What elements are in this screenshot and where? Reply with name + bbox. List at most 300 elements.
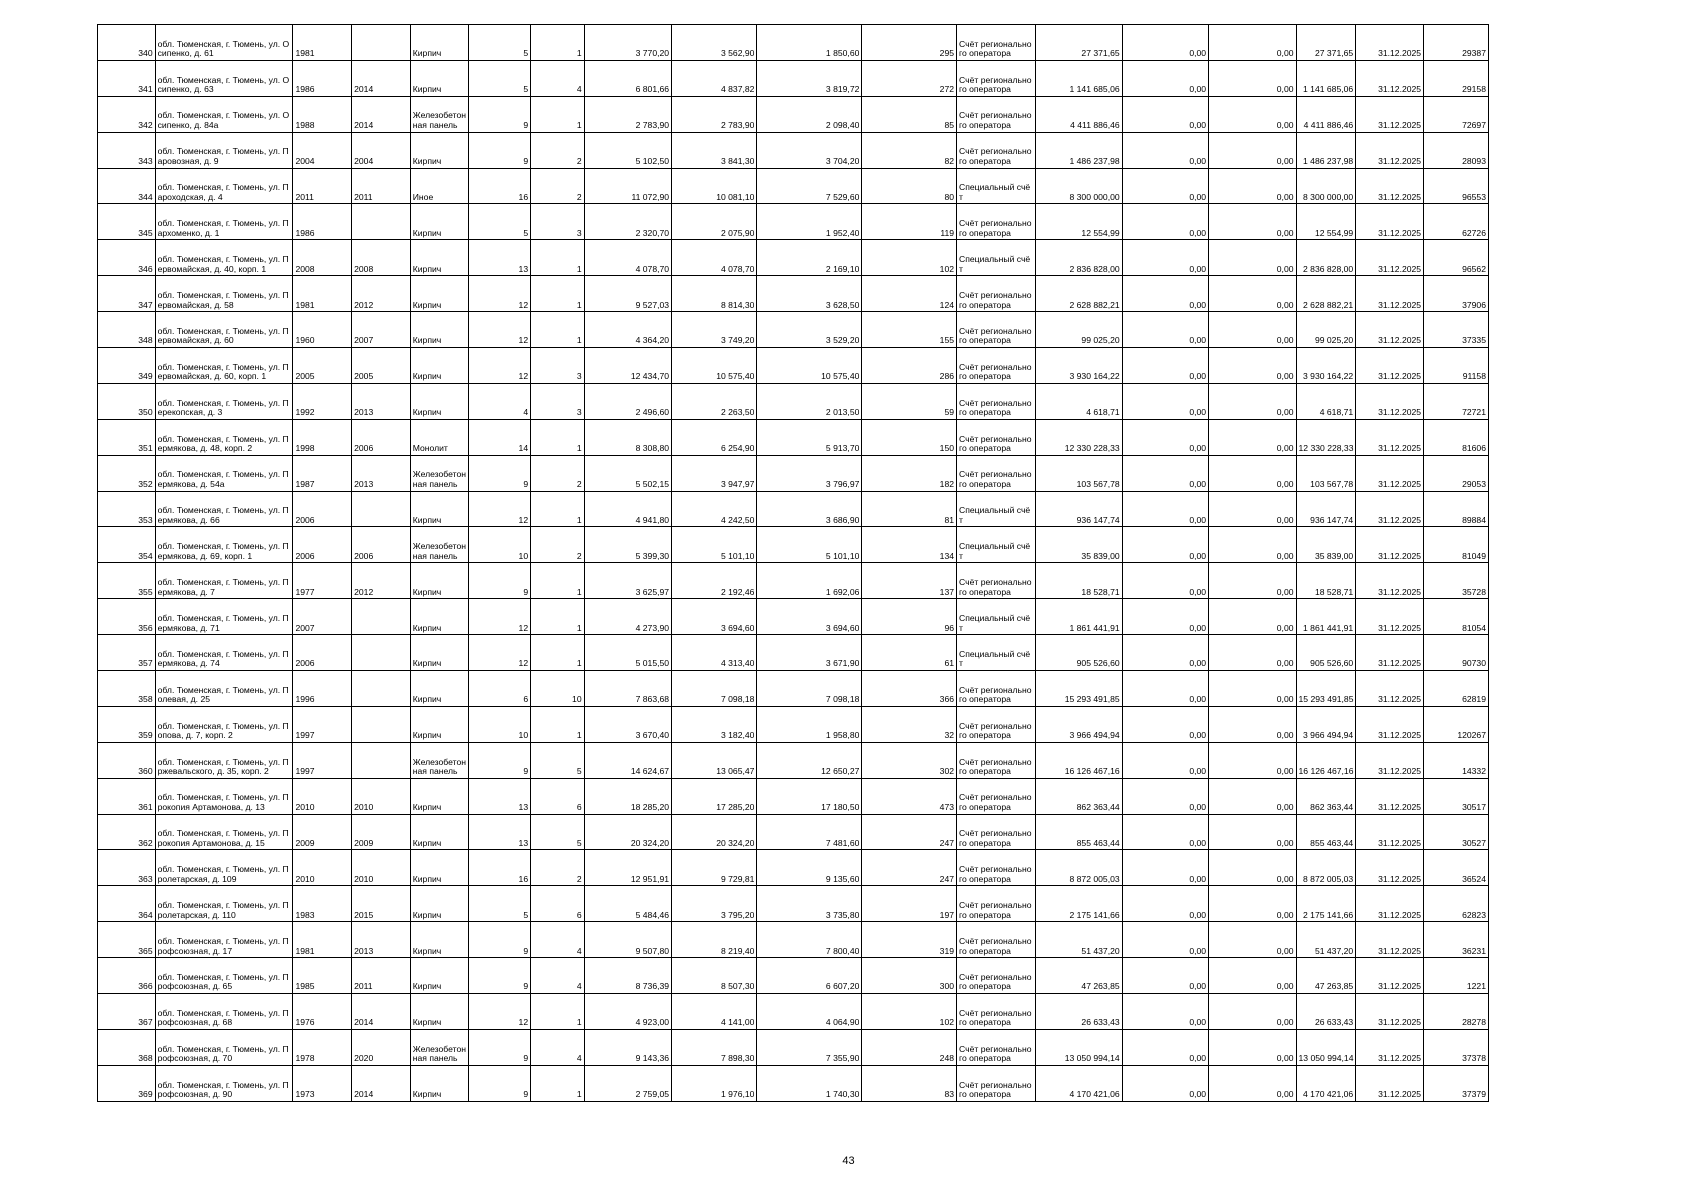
debt-amount-cell: 0,00: [1122, 25, 1208, 61]
house-id-cell: 36231: [1424, 922, 1489, 958]
report-date-cell: 31.12.2025: [1356, 204, 1424, 240]
residents-cell: 300: [862, 958, 957, 994]
row-number-cell: 360: [98, 742, 156, 778]
total-area-cell: 2 320,70: [584, 204, 671, 240]
row-number-cell: 345: [98, 204, 156, 240]
renovation-year-cell: 2008: [352, 240, 411, 276]
living-area-cell: 7 098,18: [672, 671, 757, 707]
penalty-amount-cell: 0,00: [1209, 60, 1296, 96]
entrances-cell: 4: [531, 60, 585, 96]
total-area-cell: 5 015,50: [584, 635, 671, 671]
build-year-cell: 1960: [293, 312, 352, 348]
house-id-cell: 62726: [1424, 204, 1489, 240]
renovation-year-cell: 2014: [352, 96, 411, 132]
balance-amount-cell: 2 175 141,66: [1296, 886, 1356, 922]
residents-cell: 248: [862, 1029, 957, 1065]
debt-amount-cell: 0,00: [1122, 850, 1208, 886]
table-row: [98, 814, 1489, 850]
balance-amount-cell: 8 872 005,03: [1296, 850, 1356, 886]
wall-material-cell: Кирпич: [410, 204, 469, 240]
report-date-cell: 31.12.2025: [1356, 25, 1424, 61]
build-year-cell: 1981: [293, 922, 352, 958]
balance-amount-cell: 12 330 228,33: [1296, 419, 1356, 455]
report-date-cell: 31.12.2025: [1356, 814, 1424, 850]
house-id-cell: 72721: [1424, 383, 1489, 419]
build-year-cell: 1996: [293, 671, 352, 707]
build-year-cell: 1997: [293, 742, 352, 778]
row-number-cell: 364: [98, 886, 156, 922]
build-year-cell: 1998: [293, 419, 352, 455]
build-year-cell: 1981: [293, 276, 352, 312]
house-id-cell: 96562: [1424, 240, 1489, 276]
row-number-cell: 359: [98, 706, 156, 742]
total-area-cell: 2 759,05: [584, 1065, 671, 1101]
debt-amount-cell: 0,00: [1122, 778, 1208, 814]
build-year-cell: 2005: [293, 348, 352, 384]
balance-amount-cell: 905 526,60: [1296, 635, 1356, 671]
row-number-cell: 365: [98, 922, 156, 958]
debt-amount-cell: 0,00: [1122, 60, 1208, 96]
report-date-cell: 31.12.2025: [1356, 383, 1424, 419]
house-id-cell: 120267: [1424, 706, 1489, 742]
contributions-amount-cell: 2 628 882,21: [1036, 276, 1122, 312]
house-id-cell: 91158: [1424, 348, 1489, 384]
total-area-cell: 11 072,90: [584, 168, 671, 204]
residential-area-cell: 6 607,20: [757, 958, 862, 994]
build-year-cell: 1987: [293, 455, 352, 491]
residential-area-cell: 2 098,40: [757, 96, 862, 132]
contributions-amount-cell: 13 050 994,14: [1036, 1029, 1122, 1065]
address-cell: обл. Тюменская, г. Тюмень, ул. Профсоюзная, д. 90: [155, 1065, 293, 1101]
house-id-cell: 35728: [1424, 563, 1489, 599]
contributions-amount-cell: 905 526,60: [1036, 635, 1122, 671]
balance-amount-cell: 936 147,74: [1296, 491, 1356, 527]
living-area-cell: 2 783,90: [672, 96, 757, 132]
total-area-cell: 4 941,80: [584, 491, 671, 527]
debt-amount-cell: 0,00: [1122, 527, 1208, 563]
debt-amount-cell: 0,00: [1122, 276, 1208, 312]
build-year-cell: 1992: [293, 383, 352, 419]
report-date-cell: 31.12.2025: [1356, 96, 1424, 132]
build-year-cell: 1997: [293, 706, 352, 742]
address-cell: обл. Тюменская, г. Тюмень, ул. Полевая, д. 25: [155, 671, 293, 707]
floors-cell: 6: [469, 671, 531, 707]
balance-amount-cell: 2 628 882,21: [1296, 276, 1356, 312]
report-date-cell: 31.12.2025: [1356, 922, 1424, 958]
fund-account-type-cell: Счёт регионального оператора: [957, 25, 1036, 61]
balance-amount-cell: 12 554,99: [1296, 204, 1356, 240]
wall-material-cell: Кирпич: [410, 25, 469, 61]
fund-account-type-cell: Специальный счёт: [957, 635, 1036, 671]
wall-material-cell: Кирпич: [410, 778, 469, 814]
contributions-amount-cell: 103 567,78: [1036, 455, 1122, 491]
fund-account-type-cell: Счёт регионального оператора: [957, 455, 1036, 491]
wall-material-cell: Кирпич: [410, 348, 469, 384]
row-number-cell: 354: [98, 527, 156, 563]
contributions-amount-cell: 2 836 828,00: [1036, 240, 1122, 276]
total-area-cell: 2 496,60: [584, 383, 671, 419]
balance-amount-cell: 15 293 491,85: [1296, 671, 1356, 707]
floors-cell: 16: [469, 850, 531, 886]
wall-material-cell: Кирпич: [410, 1065, 469, 1101]
wall-material-cell: Железобетонная панель: [410, 1029, 469, 1065]
residents-cell: 247: [862, 850, 957, 886]
residents-cell: 102: [862, 994, 957, 1030]
balance-amount-cell: 16 126 467,16: [1296, 742, 1356, 778]
fund-account-type-cell: Счёт регионального оператора: [957, 204, 1036, 240]
contributions-amount-cell: 8 872 005,03: [1036, 850, 1122, 886]
penalty-amount-cell: 0,00: [1209, 635, 1296, 671]
residents-cell: 61: [862, 635, 957, 671]
wall-material-cell: Железобетонная панель: [410, 96, 469, 132]
debt-amount-cell: 0,00: [1122, 240, 1208, 276]
fund-account-type-cell: Счёт регионального оператора: [957, 958, 1036, 994]
residents-cell: 59: [862, 383, 957, 419]
address-cell: обл. Тюменская, г. Тюмень, ул. Пролетарская, д. 110: [155, 886, 293, 922]
living-area-cell: 20 324,20: [672, 814, 757, 850]
balance-amount-cell: 103 567,78: [1296, 455, 1356, 491]
renovation-year-cell: [352, 635, 411, 671]
floors-cell: 9: [469, 132, 531, 168]
contributions-amount-cell: 1 141 685,06: [1036, 60, 1122, 96]
balance-amount-cell: 47 263,85: [1296, 958, 1356, 994]
debt-amount-cell: 0,00: [1122, 814, 1208, 850]
residential-area-cell: 1 850,60: [757, 25, 862, 61]
table-row: [98, 778, 1489, 814]
living-area-cell: 7 898,30: [672, 1029, 757, 1065]
debt-amount-cell: 0,00: [1122, 132, 1208, 168]
living-area-cell: 4 242,50: [672, 491, 757, 527]
row-number-cell: 348: [98, 312, 156, 348]
floors-cell: 13: [469, 240, 531, 276]
balance-amount-cell: 26 633,43: [1296, 994, 1356, 1030]
entrances-cell: 5: [531, 814, 585, 850]
table-row: [98, 312, 1489, 348]
table-row: [98, 742, 1489, 778]
address-cell: обл. Тюменская, г. Тюмень, ул. Пермякова, д. 54а: [155, 455, 293, 491]
report-date-cell: 31.12.2025: [1356, 742, 1424, 778]
row-number-cell: 368: [98, 1029, 156, 1065]
housing-register-table: [97, 24, 1489, 1102]
build-year-cell: 2010: [293, 850, 352, 886]
fund-account-type-cell: Счёт регионального оператора: [957, 922, 1036, 958]
penalty-amount-cell: 0,00: [1209, 778, 1296, 814]
floors-cell: 9: [469, 1065, 531, 1101]
penalty-amount-cell: 0,00: [1209, 886, 1296, 922]
table-row: [98, 850, 1489, 886]
table-row: [98, 671, 1489, 707]
renovation-year-cell: [352, 671, 411, 707]
row-number-cell: 347: [98, 276, 156, 312]
report-date-cell: 31.12.2025: [1356, 419, 1424, 455]
penalty-amount-cell: 0,00: [1209, 922, 1296, 958]
table-row: [98, 527, 1489, 563]
address-cell: обл. Тюменская, г. Тюмень, ул. Пермякова, д. 7: [155, 563, 293, 599]
debt-amount-cell: 0,00: [1122, 635, 1208, 671]
balance-amount-cell: 1 141 685,06: [1296, 60, 1356, 96]
address-cell: обл. Тюменская, г. Тюмень, ул. Первомайская, д. 40, корп. 1: [155, 240, 293, 276]
residential-area-cell: 3 796,97: [757, 455, 862, 491]
house-id-cell: 28093: [1424, 132, 1489, 168]
balance-amount-cell: 862 363,44: [1296, 778, 1356, 814]
balance-amount-cell: 4 618,71: [1296, 383, 1356, 419]
entrances-cell: 3: [531, 348, 585, 384]
table-row: [98, 958, 1489, 994]
residents-cell: 302: [862, 742, 957, 778]
living-area-cell: 1 976,10: [672, 1065, 757, 1101]
report-date-cell: 31.12.2025: [1356, 168, 1424, 204]
report-date-cell: 31.12.2025: [1356, 312, 1424, 348]
wall-material-cell: Кирпич: [410, 814, 469, 850]
balance-amount-cell: 99 025,20: [1296, 312, 1356, 348]
entrances-cell: 1: [531, 706, 585, 742]
address-cell: обл. Тюменская, г. Тюмень, ул. Осипенко, д. 61: [155, 25, 293, 61]
address-cell: обл. Тюменская, г. Тюмень, ул. Пржевальского, д. 35, корп. 2: [155, 742, 293, 778]
fund-account-type-cell: Счёт регионального оператора: [957, 706, 1036, 742]
residents-cell: 272: [862, 60, 957, 96]
fund-account-type-cell: Счёт регионального оператора: [957, 96, 1036, 132]
table-row: [98, 563, 1489, 599]
wall-material-cell: Кирпич: [410, 312, 469, 348]
table-row: [98, 348, 1489, 384]
fund-account-type-cell: Счёт регионального оператора: [957, 563, 1036, 599]
report-date-cell: 31.12.2025: [1356, 1029, 1424, 1065]
living-area-cell: 8 814,30: [672, 276, 757, 312]
address-cell: обл. Тюменская, г. Тюмень, ул. Профсоюзная, д. 68: [155, 994, 293, 1030]
address-cell: обл. Тюменская, г. Тюмень, ул. Прокопия Артамонова, д. 15: [155, 814, 293, 850]
contributions-amount-cell: 15 293 491,85: [1036, 671, 1122, 707]
residents-cell: 286: [862, 348, 957, 384]
balance-amount-cell: 1 861 441,91: [1296, 599, 1356, 635]
wall-material-cell: Железобетонная панель: [410, 527, 469, 563]
residents-cell: 197: [862, 886, 957, 922]
total-area-cell: 2 783,90: [584, 96, 671, 132]
penalty-amount-cell: 0,00: [1209, 491, 1296, 527]
table-row: [98, 168, 1489, 204]
renovation-year-cell: 2014: [352, 1065, 411, 1101]
penalty-amount-cell: 0,00: [1209, 25, 1296, 61]
living-area-cell: 3 182,40: [672, 706, 757, 742]
fund-account-type-cell: Счёт регионального оператора: [957, 742, 1036, 778]
residential-area-cell: 3 671,90: [757, 635, 862, 671]
entrances-cell: 1: [531, 419, 585, 455]
entrances-cell: 5: [531, 742, 585, 778]
debt-amount-cell: 0,00: [1122, 455, 1208, 491]
floors-cell: 13: [469, 814, 531, 850]
address-cell: обл. Тюменская, г. Тюмень, ул. Пермякова, д. 66: [155, 491, 293, 527]
row-number-cell: 361: [98, 778, 156, 814]
residents-cell: 295: [862, 25, 957, 61]
debt-amount-cell: 0,00: [1122, 706, 1208, 742]
living-area-cell: 3 841,30: [672, 132, 757, 168]
residents-cell: 137: [862, 563, 957, 599]
build-year-cell: 1986: [293, 60, 352, 96]
house-id-cell: 89884: [1424, 491, 1489, 527]
report-date-cell: 31.12.2025: [1356, 994, 1424, 1030]
house-id-cell: 81049: [1424, 527, 1489, 563]
residents-cell: 319: [862, 922, 957, 958]
residential-area-cell: 3 704,20: [757, 132, 862, 168]
table-row: [98, 25, 1489, 61]
total-area-cell: 4 923,00: [584, 994, 671, 1030]
floors-cell: 5: [469, 25, 531, 61]
page-number: 43: [842, 1155, 855, 1167]
address-cell: обл. Тюменская, г. Тюмень, ул. Паровозная, д. 9: [155, 132, 293, 168]
row-number-cell: 349: [98, 348, 156, 384]
entrances-cell: 2: [531, 455, 585, 491]
row-number-cell: 355: [98, 563, 156, 599]
contributions-amount-cell: 3 930 164,22: [1036, 348, 1122, 384]
total-area-cell: 9 527,03: [584, 276, 671, 312]
penalty-amount-cell: 0,00: [1209, 671, 1296, 707]
address-cell: обл. Тюменская, г. Тюмень, ул. Пермякова, д. 48, корп. 2: [155, 419, 293, 455]
renovation-year-cell: 2010: [352, 850, 411, 886]
residential-area-cell: 3 819,72: [757, 60, 862, 96]
residential-area-cell: 7 481,60: [757, 814, 862, 850]
debt-amount-cell: 0,00: [1122, 491, 1208, 527]
living-area-cell: 9 729,81: [672, 850, 757, 886]
house-id-cell: 30527: [1424, 814, 1489, 850]
penalty-amount-cell: 0,00: [1209, 419, 1296, 455]
table-row: [98, 96, 1489, 132]
address-cell: обл. Тюменская, г. Тюмень, ул. Профсоюзная, д. 17: [155, 922, 293, 958]
fund-account-type-cell: Счёт регионального оператора: [957, 814, 1036, 850]
total-area-cell: 3 770,20: [584, 25, 671, 61]
fund-account-type-cell: Счёт регионального оператора: [957, 886, 1036, 922]
fund-account-type-cell: Счёт регионального оператора: [957, 383, 1036, 419]
penalty-amount-cell: 0,00: [1209, 1065, 1296, 1101]
entrances-cell: 1: [531, 491, 585, 527]
report-date-cell: 31.12.2025: [1356, 60, 1424, 96]
penalty-amount-cell: 0,00: [1209, 563, 1296, 599]
renovation-year-cell: 2014: [352, 994, 411, 1030]
entrances-cell: 1: [531, 994, 585, 1030]
fund-account-type-cell: Специальный счёт: [957, 491, 1036, 527]
house-id-cell: 81054: [1424, 599, 1489, 635]
build-year-cell: 2010: [293, 778, 352, 814]
fund-account-type-cell: Специальный счёт: [957, 168, 1036, 204]
house-id-cell: 96553: [1424, 168, 1489, 204]
row-number-cell: 344: [98, 168, 156, 204]
report-date-cell: 31.12.2025: [1356, 778, 1424, 814]
entrances-cell: 4: [531, 958, 585, 994]
table-row: [98, 491, 1489, 527]
report-date-cell: 31.12.2025: [1356, 240, 1424, 276]
renovation-year-cell: 2004: [352, 132, 411, 168]
contributions-amount-cell: 47 263,85: [1036, 958, 1122, 994]
floors-cell: 9: [469, 96, 531, 132]
fund-account-type-cell: Специальный счёт: [957, 599, 1036, 635]
penalty-amount-cell: 0,00: [1209, 994, 1296, 1030]
living-area-cell: 8 219,40: [672, 922, 757, 958]
address-cell: обл. Тюменская, г. Тюмень, ул. Осипенко, д. 84а: [155, 96, 293, 132]
wall-material-cell: Железобетонная панель: [410, 742, 469, 778]
floors-cell: 5: [469, 886, 531, 922]
living-area-cell: 3 749,20: [672, 312, 757, 348]
row-number-cell: 357: [98, 635, 156, 671]
report-date-cell: 31.12.2025: [1356, 563, 1424, 599]
build-year-cell: 2008: [293, 240, 352, 276]
balance-amount-cell: 1 486 237,98: [1296, 132, 1356, 168]
address-cell: обл. Тюменская, г. Тюмень, ул. Первомайская, д. 60: [155, 312, 293, 348]
row-number-cell: 342: [98, 96, 156, 132]
total-area-cell: 18 285,20: [584, 778, 671, 814]
report-date-cell: 31.12.2025: [1356, 491, 1424, 527]
fund-account-type-cell: Счёт регионального оператора: [957, 850, 1036, 886]
table-row: [98, 204, 1489, 240]
build-year-cell: 2007: [293, 599, 352, 635]
entrances-cell: 6: [531, 778, 585, 814]
residential-area-cell: 1 692,06: [757, 563, 862, 599]
wall-material-cell: Кирпич: [410, 635, 469, 671]
residents-cell: 80: [862, 168, 957, 204]
build-year-cell: 1976: [293, 994, 352, 1030]
residents-cell: 124: [862, 276, 957, 312]
balance-amount-cell: 18 528,71: [1296, 563, 1356, 599]
build-year-cell: 2006: [293, 527, 352, 563]
build-year-cell: 1973: [293, 1065, 352, 1101]
table-row: [98, 1065, 1489, 1101]
house-id-cell: 37378: [1424, 1029, 1489, 1065]
wall-material-cell: Кирпич: [410, 60, 469, 96]
house-id-cell: 36524: [1424, 850, 1489, 886]
table-row: [98, 240, 1489, 276]
penalty-amount-cell: 0,00: [1209, 132, 1296, 168]
row-number-cell: 367: [98, 994, 156, 1030]
contributions-amount-cell: 18 528,71: [1036, 563, 1122, 599]
residents-cell: 247: [862, 814, 957, 850]
floors-cell: 10: [469, 527, 531, 563]
balance-amount-cell: 13 050 994,14: [1296, 1029, 1356, 1065]
renovation-year-cell: [352, 742, 411, 778]
entrances-cell: 1: [531, 25, 585, 61]
report-date-cell: 31.12.2025: [1356, 706, 1424, 742]
table-row: [98, 455, 1489, 491]
wall-material-cell: Железобетонная панель: [410, 455, 469, 491]
debt-amount-cell: 0,00: [1122, 204, 1208, 240]
debt-amount-cell: 0,00: [1122, 1065, 1208, 1101]
contributions-amount-cell: 2 175 141,66: [1036, 886, 1122, 922]
living-area-cell: 4 078,70: [672, 240, 757, 276]
wall-material-cell: Кирпич: [410, 886, 469, 922]
floors-cell: 12: [469, 276, 531, 312]
contributions-amount-cell: 1 861 441,91: [1036, 599, 1122, 635]
contributions-amount-cell: 4 618,71: [1036, 383, 1122, 419]
floors-cell: 5: [469, 60, 531, 96]
penalty-amount-cell: 0,00: [1209, 706, 1296, 742]
wall-material-cell: Кирпич: [410, 706, 469, 742]
living-area-cell: 13 065,47: [672, 742, 757, 778]
residential-area-cell: 17 180,50: [757, 778, 862, 814]
row-number-cell: 351: [98, 419, 156, 455]
penalty-amount-cell: 0,00: [1209, 1029, 1296, 1065]
debt-amount-cell: 0,00: [1122, 994, 1208, 1030]
wall-material-cell: Монолит: [410, 419, 469, 455]
residential-area-cell: 1 740,30: [757, 1065, 862, 1101]
total-area-cell: 4 364,20: [584, 312, 671, 348]
contributions-amount-cell: 16 126 467,16: [1036, 742, 1122, 778]
penalty-amount-cell: 0,00: [1209, 312, 1296, 348]
build-year-cell: 1981: [293, 25, 352, 61]
residential-area-cell: 3 686,90: [757, 491, 862, 527]
living-area-cell: 3 562,90: [672, 25, 757, 61]
contributions-amount-cell: 27 371,65: [1036, 25, 1122, 61]
fund-account-type-cell: Счёт регионального оператора: [957, 419, 1036, 455]
table-row: [98, 635, 1489, 671]
row-number-cell: 350: [98, 383, 156, 419]
renovation-year-cell: [352, 599, 411, 635]
house-id-cell: 1221: [1424, 958, 1489, 994]
